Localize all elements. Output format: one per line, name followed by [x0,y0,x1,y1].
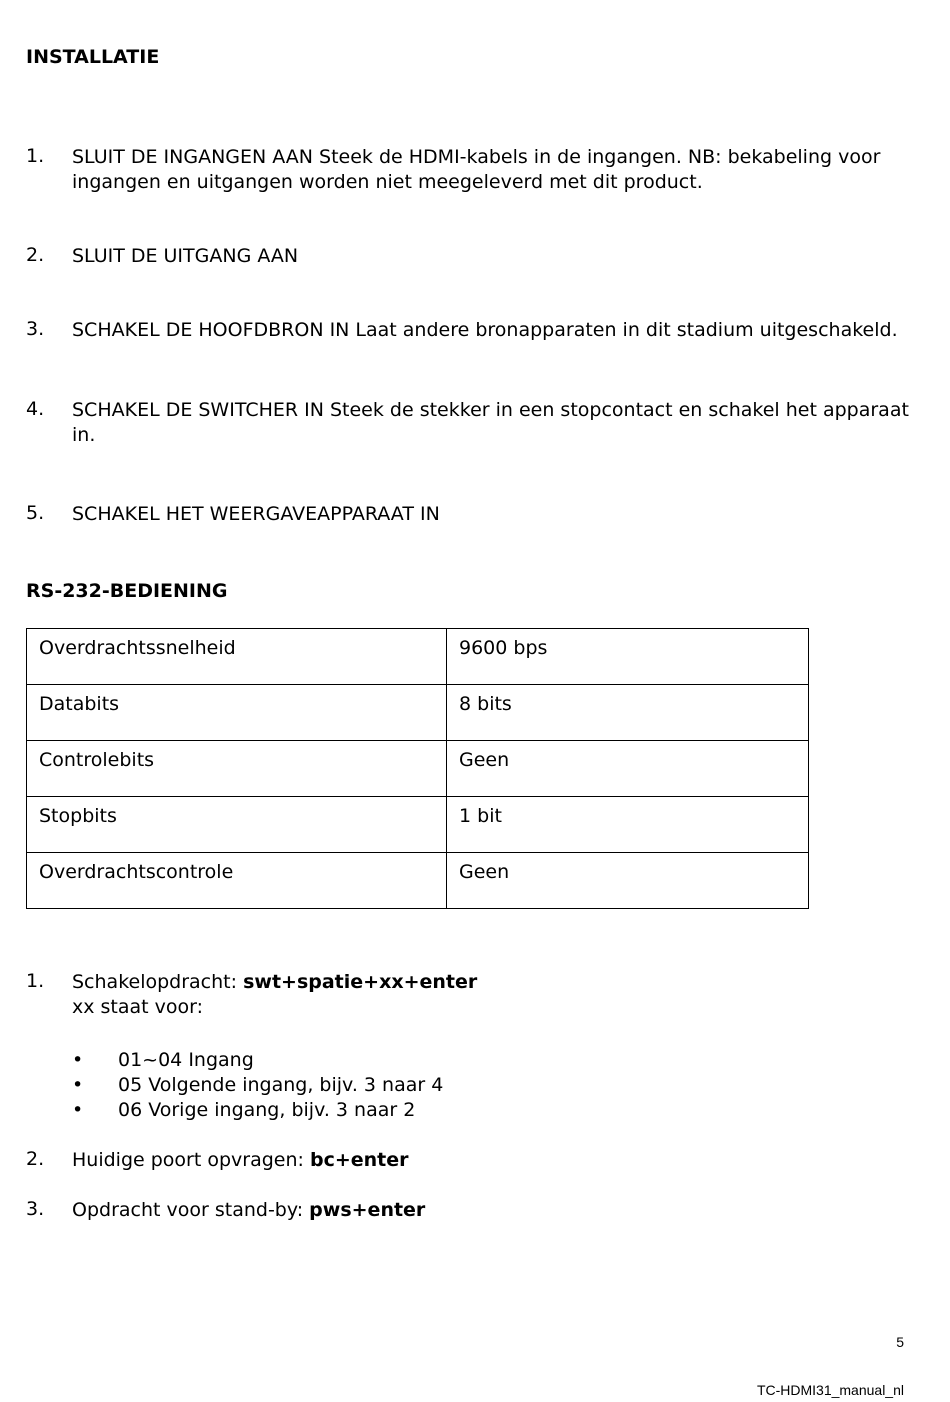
step-text-line1: SLUIT DE UITGANG AAN [72,245,299,267]
table-row [27,853,809,909]
table-cell-parameter: Stopbits [27,797,447,853]
step-number: 1. [26,145,45,167]
step-text-line1: SCHAKEL DE HOOFDBRON IN Laat andere bronapparaten in dit stadium uitgeschakeld. [72,319,898,341]
command-line [72,1198,425,1223]
command-subtext: xx staat voor: [72,996,204,1018]
page-number: 5 [896,1334,904,1350]
bullet-item: 05 Volgende ingang, bijv. 3 naar 4 [118,1074,444,1096]
command-syntax: pws+enter [309,1199,426,1221]
command-number: 3. [26,1198,45,1220]
table-row [27,629,809,685]
table-cell-parameter: Controlebits [27,741,447,797]
bullet-item: 01~04 Ingang [118,1049,254,1071]
command-label: Huidige poort opvragen: [72,1149,310,1171]
bullet-icon: • [72,1099,84,1121]
command-line [72,970,477,995]
step-number: 5. [26,502,45,524]
step-number: 3. [26,318,45,340]
command-label: Opdracht voor stand-by: [72,1199,310,1221]
table-row [27,741,809,797]
command-number: 1. [26,970,45,992]
table-row [27,685,809,741]
table-cell-value: Geen [447,741,809,797]
table-cell-value: 8 bits [447,685,809,741]
command-label: Schakelopdracht: [72,971,244,993]
bullet-item: 06 Vorige ingang, bijv. 3 naar 2 [118,1099,416,1121]
step-text-line2: ingangen en uitgangen worden niet meegeleverd met dit product. [72,171,703,193]
table-cell-value: 9600 bps [447,629,809,685]
command-line [72,1148,409,1173]
document-name: TC-HDMI31_manual_nl [756,1382,904,1398]
table-cell-parameter: Databits [27,685,447,741]
rs232-settings-table [26,628,809,909]
table-cell-parameter: Overdrachtscontrole [27,853,447,909]
bullet-icon: • [72,1074,84,1096]
bullet-icon: • [72,1049,84,1071]
step-text-line1: SCHAKEL HET WEERGAVEAPPARAAT IN [72,503,440,525]
step-text-line1: SCHAKEL DE SWITCHER IN Steek de stekker in een stopcontact en schakel het apparaat [72,399,909,421]
table-cell-value: Geen [447,853,809,909]
table-cell-parameter: Overdrachtssnelheid [27,629,447,685]
table-row [27,797,809,853]
command-syntax: bc+enter [309,1149,409,1171]
step-text-line1: SLUIT DE INGANGEN AAN Steek de HDMI-kabels in de ingangen. NB: bekabeling voor [72,146,881,168]
section-heading-rs232: RS-232-BEDIENING [26,580,228,602]
step-number: 4. [26,398,45,420]
step-text-line2: in. [72,424,96,446]
table-cell-value: 1 bit [447,797,809,853]
command-syntax: swt+spatie+xx+enter [243,971,478,993]
step-number: 2. [26,244,45,266]
command-number: 2. [26,1148,45,1170]
section-heading-installatie: INSTALLATIE [26,46,160,68]
